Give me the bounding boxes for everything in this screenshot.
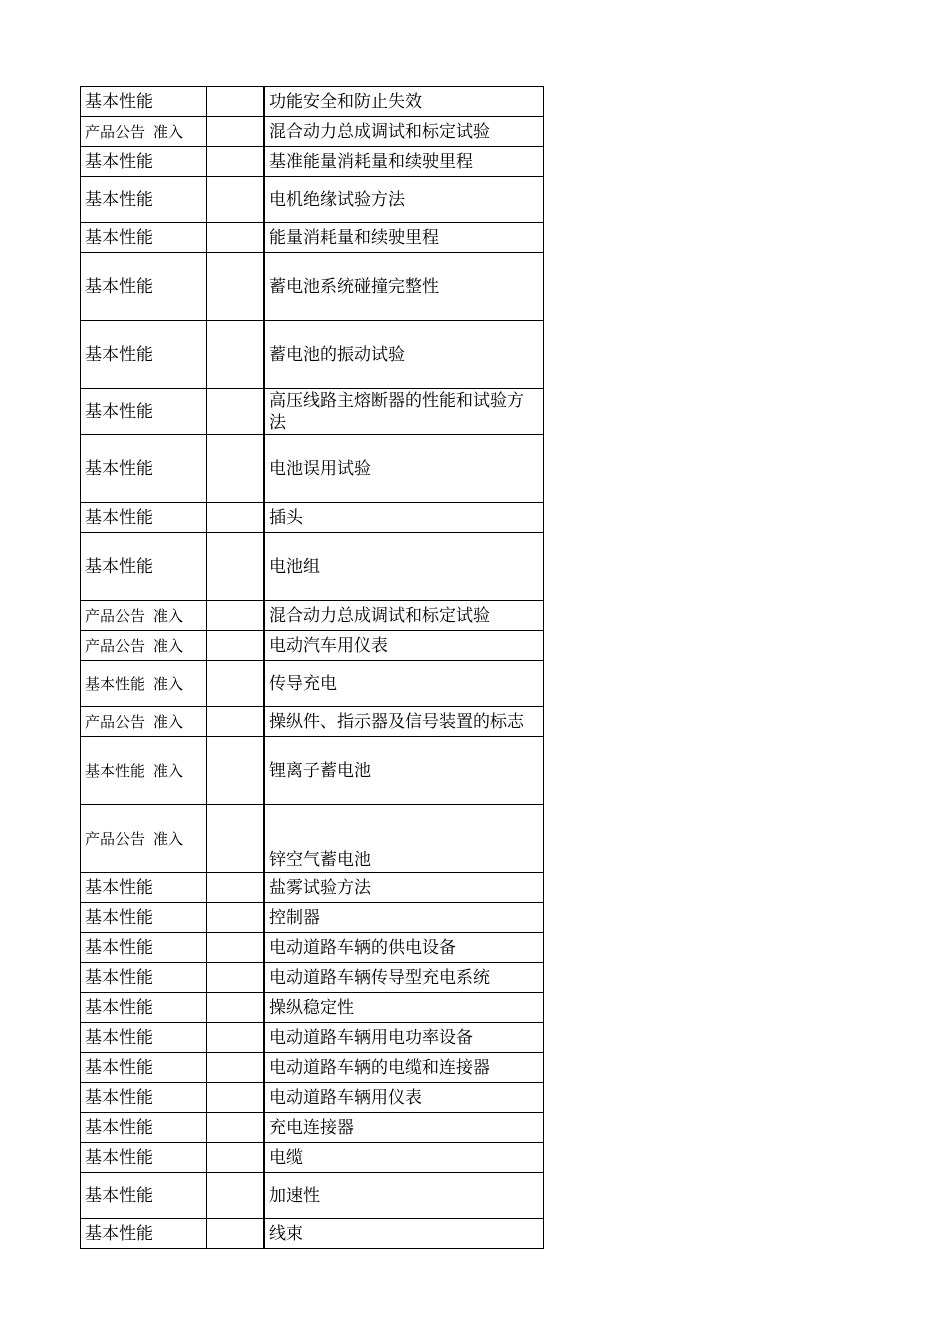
item-cell: 混合动力总成调试和标定试验 xyxy=(264,601,544,631)
empty-cell xyxy=(207,601,265,631)
table-row xyxy=(81,533,544,601)
category-cell xyxy=(81,1113,207,1143)
empty-cell xyxy=(207,321,265,389)
item-cell: 电缆 xyxy=(264,1143,544,1173)
table-row xyxy=(81,435,544,503)
access-label: 准入 xyxy=(153,829,184,848)
item-cell: 插头 xyxy=(264,503,544,533)
item-cell: 操纵稳定性 xyxy=(264,993,544,1023)
empty-cell xyxy=(207,533,265,601)
category-label: 产品公告 xyxy=(85,829,146,848)
table-row xyxy=(81,177,544,223)
empty-cell xyxy=(207,1113,265,1143)
empty-cell xyxy=(207,707,265,737)
table-row xyxy=(81,903,544,933)
category-cell xyxy=(81,503,207,533)
table-row xyxy=(81,1083,544,1113)
category-cell xyxy=(81,321,207,389)
table-row xyxy=(81,737,544,805)
item-cell: 锌空气蓄电池 xyxy=(264,805,544,873)
table-row xyxy=(81,87,544,117)
access-label: 准入 xyxy=(153,606,184,625)
table-row xyxy=(81,601,544,631)
empty-cell xyxy=(207,1173,265,1219)
category-cell xyxy=(81,223,207,253)
category-cell xyxy=(81,661,207,707)
table-row xyxy=(81,1023,544,1053)
empty-cell xyxy=(207,631,265,661)
empty-cell xyxy=(207,1143,265,1173)
empty-cell xyxy=(207,87,265,117)
category-cell xyxy=(81,117,207,147)
empty-cell xyxy=(207,903,265,933)
category-cell xyxy=(81,873,207,903)
empty-cell xyxy=(207,661,265,707)
table-row xyxy=(81,389,544,435)
item-cell: 线束 xyxy=(264,1219,544,1249)
item-cell: 电动汽车用仪表 xyxy=(264,631,544,661)
table-row xyxy=(81,1113,544,1143)
item-cell: 基准能量消耗量和续驶里程 xyxy=(264,147,544,177)
category-label: 基本性能 xyxy=(85,1027,153,1048)
table-row xyxy=(81,631,544,661)
empty-cell xyxy=(207,503,265,533)
category-cell xyxy=(81,737,207,805)
item-cell: 控制器 xyxy=(264,903,544,933)
table-row xyxy=(81,963,544,993)
category-label: 基本性能 xyxy=(85,151,153,172)
category-cell xyxy=(81,903,207,933)
category-label: 基本性能 xyxy=(85,91,153,112)
category-cell xyxy=(81,177,207,223)
table-row xyxy=(81,223,544,253)
empty-cell xyxy=(207,253,265,321)
empty-cell xyxy=(207,805,265,873)
category-label: 基本性能 xyxy=(85,907,153,928)
item-cell: 电动道路车辆的电缆和连接器 xyxy=(264,1053,544,1083)
standards-table-body xyxy=(81,87,544,1249)
table-row xyxy=(81,1143,544,1173)
category-cell xyxy=(81,435,207,503)
item-cell: 电池组 xyxy=(264,533,544,601)
item-cell: 电动道路车辆的供电设备 xyxy=(264,933,544,963)
table-row xyxy=(81,1173,544,1219)
category-label: 基本性能 xyxy=(85,761,146,780)
category-cell xyxy=(81,1143,207,1173)
table-row xyxy=(81,253,544,321)
category-label: 基本性能 xyxy=(85,997,153,1018)
category-label: 基本性能 xyxy=(85,276,153,297)
table-row xyxy=(81,933,544,963)
empty-cell xyxy=(207,1023,265,1053)
item-cell: 电动道路车辆传导型充电系统 xyxy=(264,963,544,993)
item-cell: 功能安全和防止失效 xyxy=(264,87,544,117)
category-label: 产品公告 xyxy=(85,712,146,731)
item-cell: 盐雾试验方法 xyxy=(264,873,544,903)
category-label: 基本性能 xyxy=(85,227,153,248)
item-cell: 电池误用试验 xyxy=(264,435,544,503)
empty-cell xyxy=(207,1053,265,1083)
access-label: 准入 xyxy=(153,636,184,655)
category-cell xyxy=(81,707,207,737)
empty-cell xyxy=(207,435,265,503)
table-row xyxy=(81,993,544,1023)
category-label: 基本性能 xyxy=(85,937,153,958)
category-label: 基本性能 xyxy=(85,556,153,577)
table-row xyxy=(81,117,544,147)
category-cell xyxy=(81,1023,207,1053)
category-cell xyxy=(81,993,207,1023)
category-cell xyxy=(81,147,207,177)
category-label: 基本性能 xyxy=(85,1057,153,1078)
table-row xyxy=(81,1219,544,1249)
category-label: 产品公告 xyxy=(85,122,146,141)
empty-cell xyxy=(207,389,265,435)
standards-table xyxy=(80,86,544,1249)
category-cell xyxy=(81,1173,207,1219)
item-cell: 操纵件、指示器及信号装置的标志 xyxy=(264,707,544,737)
access-label: 准入 xyxy=(153,761,184,780)
category-label: 基本性能 xyxy=(85,877,153,898)
table-row xyxy=(81,707,544,737)
category-cell xyxy=(81,389,207,435)
category-label: 产品公告 xyxy=(85,636,146,655)
category-label: 基本性能 xyxy=(85,1087,153,1108)
category-cell xyxy=(81,1219,207,1249)
category-label: 基本性能 xyxy=(85,458,153,479)
table-row xyxy=(81,147,544,177)
category-label: 基本性能 xyxy=(85,1147,153,1168)
item-cell: 锂离子蓄电池 xyxy=(264,737,544,805)
category-label: 基本性能 xyxy=(85,674,146,693)
item-cell: 传导充电 xyxy=(264,661,544,707)
category-cell xyxy=(81,963,207,993)
item-cell: 蓄电池系统碰撞完整性 xyxy=(264,253,544,321)
access-label: 准入 xyxy=(153,712,184,731)
table-row xyxy=(81,1053,544,1083)
table-row xyxy=(81,503,544,533)
category-cell xyxy=(81,933,207,963)
item-cell: 电动道路车辆用电功率设备 xyxy=(264,1023,544,1053)
empty-cell xyxy=(207,117,265,147)
table-row xyxy=(81,321,544,389)
item-cell: 蓄电池的振动试验 xyxy=(264,321,544,389)
item-cell: 高压线路主熔断器的性能和试验方法 xyxy=(264,389,544,435)
item-cell: 能量消耗量和续驶里程 xyxy=(264,223,544,253)
empty-cell xyxy=(207,223,265,253)
item-cell: 加速性 xyxy=(264,1173,544,1219)
category-cell xyxy=(81,805,207,873)
category-cell xyxy=(81,533,207,601)
table-row xyxy=(81,661,544,707)
item-cell: 电机绝缘试验方法 xyxy=(264,177,544,223)
category-label: 基本性能 xyxy=(85,967,153,988)
item-cell: 混合动力总成调试和标定试验 xyxy=(264,117,544,147)
category-label: 产品公告 xyxy=(85,606,146,625)
category-cell xyxy=(81,631,207,661)
category-label: 基本性能 xyxy=(85,401,153,422)
item-cell: 充电连接器 xyxy=(264,1113,544,1143)
category-label: 基本性能 xyxy=(85,189,153,210)
category-label: 基本性能 xyxy=(85,1117,153,1138)
category-cell xyxy=(81,1083,207,1113)
empty-cell xyxy=(207,963,265,993)
empty-cell xyxy=(207,933,265,963)
empty-cell xyxy=(207,147,265,177)
table-row xyxy=(81,873,544,903)
category-cell xyxy=(81,253,207,321)
category-label: 基本性能 xyxy=(85,1223,153,1244)
category-label: 基本性能 xyxy=(85,507,153,528)
empty-cell xyxy=(207,993,265,1023)
category-label: 基本性能 xyxy=(85,344,153,365)
category-cell xyxy=(81,1053,207,1083)
empty-cell xyxy=(207,177,265,223)
category-cell xyxy=(81,601,207,631)
category-label: 基本性能 xyxy=(85,1185,153,1206)
empty-cell xyxy=(207,873,265,903)
access-label: 准入 xyxy=(153,674,184,693)
table-row xyxy=(81,805,544,873)
access-label: 准入 xyxy=(153,122,184,141)
category-cell xyxy=(81,87,207,117)
item-cell: 电动道路车辆用仪表 xyxy=(264,1083,544,1113)
empty-cell xyxy=(207,1219,265,1249)
empty-cell xyxy=(207,1083,265,1113)
empty-cell xyxy=(207,737,265,805)
